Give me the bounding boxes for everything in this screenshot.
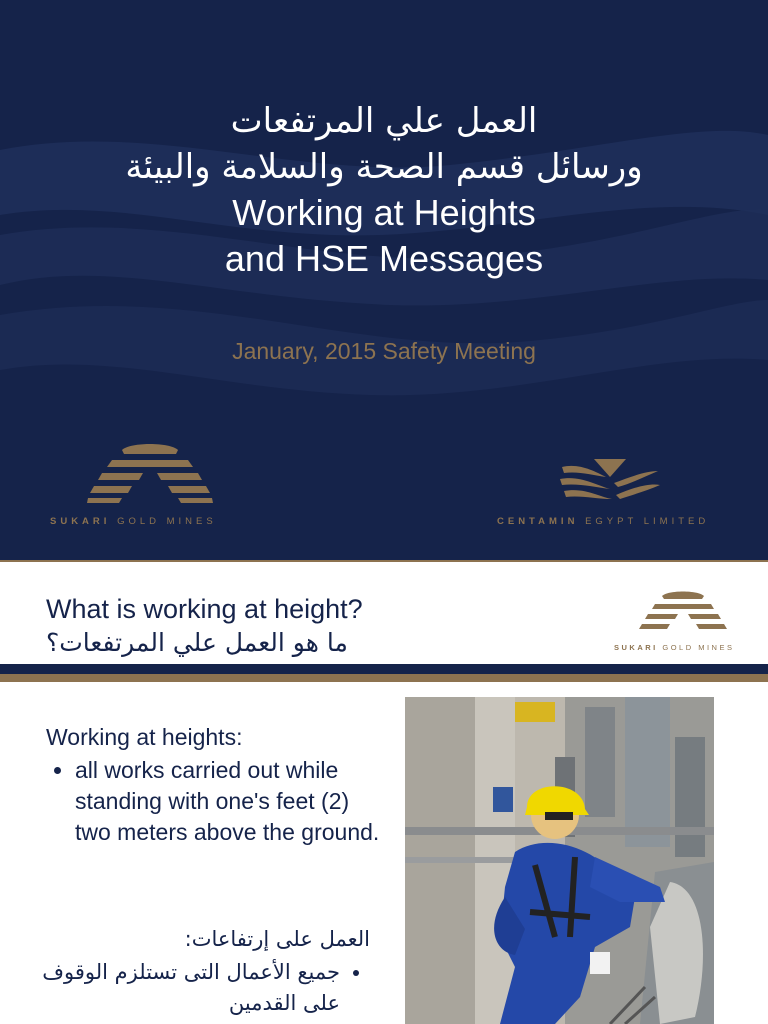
sukari-logo-small	[612, 588, 757, 658]
centamin-emblem-icon	[494, 455, 734, 510]
heading-arabic: ما هو العمل علي المرتفعات؟	[46, 628, 348, 657]
title-english-line2: and HSE Messages	[224, 238, 544, 279]
arabic-intro: العمل على إرتفاعات:	[184, 927, 370, 951]
sukari-arch-icon-small	[612, 588, 757, 643]
sukari-logo	[50, 440, 250, 530]
heading-english: What is working at height?	[46, 594, 363, 624]
title-arabic-line2: ورسائل قسم الصحة والسلامة والبيئة	[125, 147, 643, 187]
sukari-logo-text: SUKARI GOLD MINES	[50, 516, 217, 527]
centamin-logo-text: CENTAMIN EGYPT LIMITED	[497, 516, 710, 527]
slide-title	[0, 98, 768, 282]
english-definition	[46, 722, 386, 848]
sukari-logo-small-text: SUKARI GOLD MINES	[614, 643, 735, 652]
arabic-bullet-item: • جميع الأعمال التى تستلزم الوقوف على القدمين	[40, 957, 340, 1019]
arabic-definition	[40, 924, 370, 1019]
title-arabic-line1: العمل علي المرتفعات	[230, 101, 538, 141]
arabic-bullet-list	[40, 957, 370, 1019]
gold-divider-bar	[0, 560, 768, 562]
gold-divider-rule	[0, 674, 768, 682]
title-english-line1: Working at Heights	[232, 192, 536, 233]
english-intro: Working at heights:	[46, 724, 243, 750]
worker-at-height-photo	[405, 697, 714, 1024]
english-bullet-item: • all works carried out while standing with one's feet (2) two meters above the ground.	[75, 755, 386, 848]
worker-harness-photo-icon	[405, 697, 714, 1024]
content-slide	[0, 576, 768, 1024]
navy-divider-rule	[0, 664, 768, 674]
centamin-logo	[494, 455, 734, 535]
english-bullet-list	[46, 755, 386, 848]
slide-heading	[46, 592, 363, 660]
meeting-subtitle: January, 2015 Safety Meeting	[232, 338, 536, 364]
sukari-arch-icon	[50, 440, 250, 510]
